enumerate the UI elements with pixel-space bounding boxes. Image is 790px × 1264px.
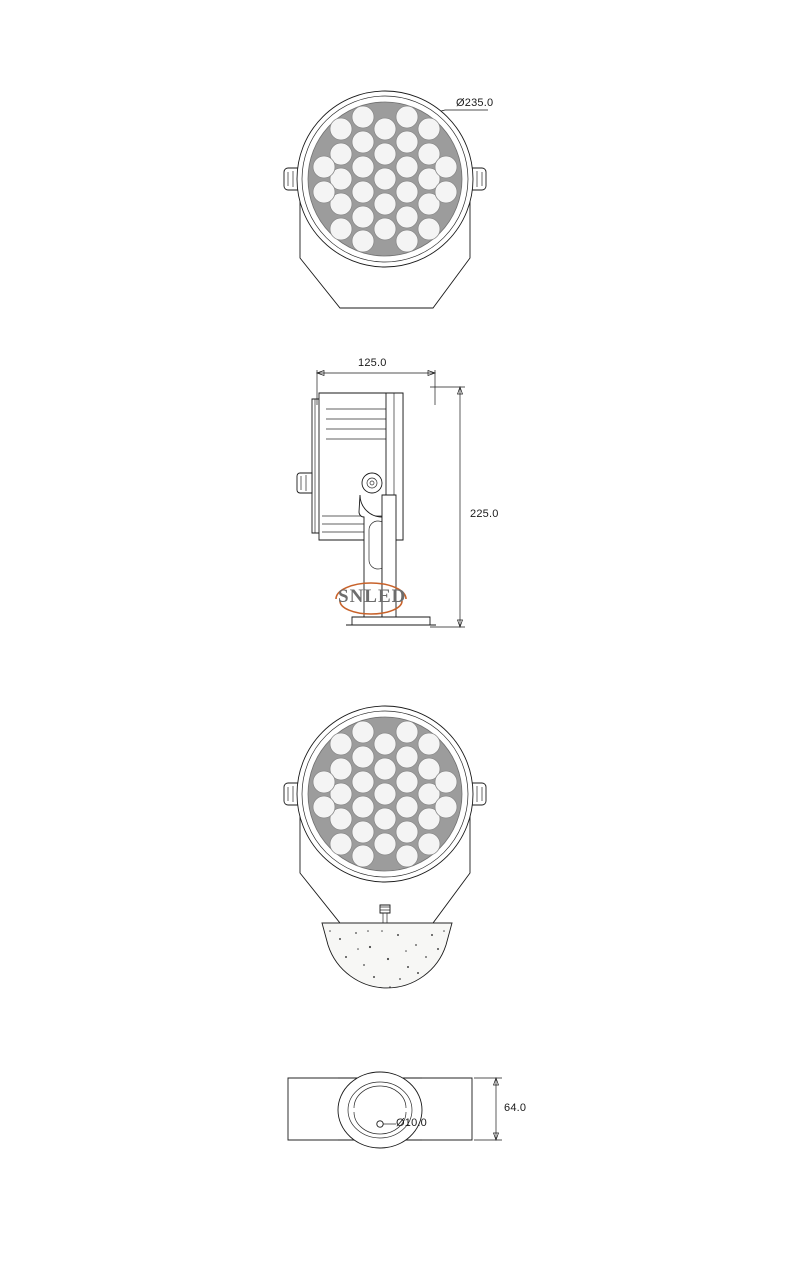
dim-diameter-235: Ø235.0 xyxy=(456,97,494,109)
dim-line-vertical-225 xyxy=(430,387,465,627)
bottom-view xyxy=(280,1068,540,1178)
watermark-text: SNLED xyxy=(338,586,407,607)
ground-footing xyxy=(322,923,452,988)
dim-height-225: 225.0 xyxy=(470,508,499,520)
led-array xyxy=(313,106,457,252)
dim-line-vertical-64 xyxy=(474,1078,502,1140)
dim-depth-64: 64.0 xyxy=(504,1102,527,1114)
mounting-plate-outline xyxy=(288,1072,472,1148)
dim-hole-10: Ø10.0 xyxy=(396,1117,427,1129)
side-view xyxy=(290,357,510,655)
pivot-bolt xyxy=(362,473,382,493)
dim-width-125: 125.0 xyxy=(358,357,387,369)
base-plate xyxy=(346,617,436,625)
led-array xyxy=(313,721,457,867)
front-view-top xyxy=(270,80,550,350)
front-view-mounted xyxy=(270,695,550,1005)
mount-knob-side xyxy=(297,473,312,493)
